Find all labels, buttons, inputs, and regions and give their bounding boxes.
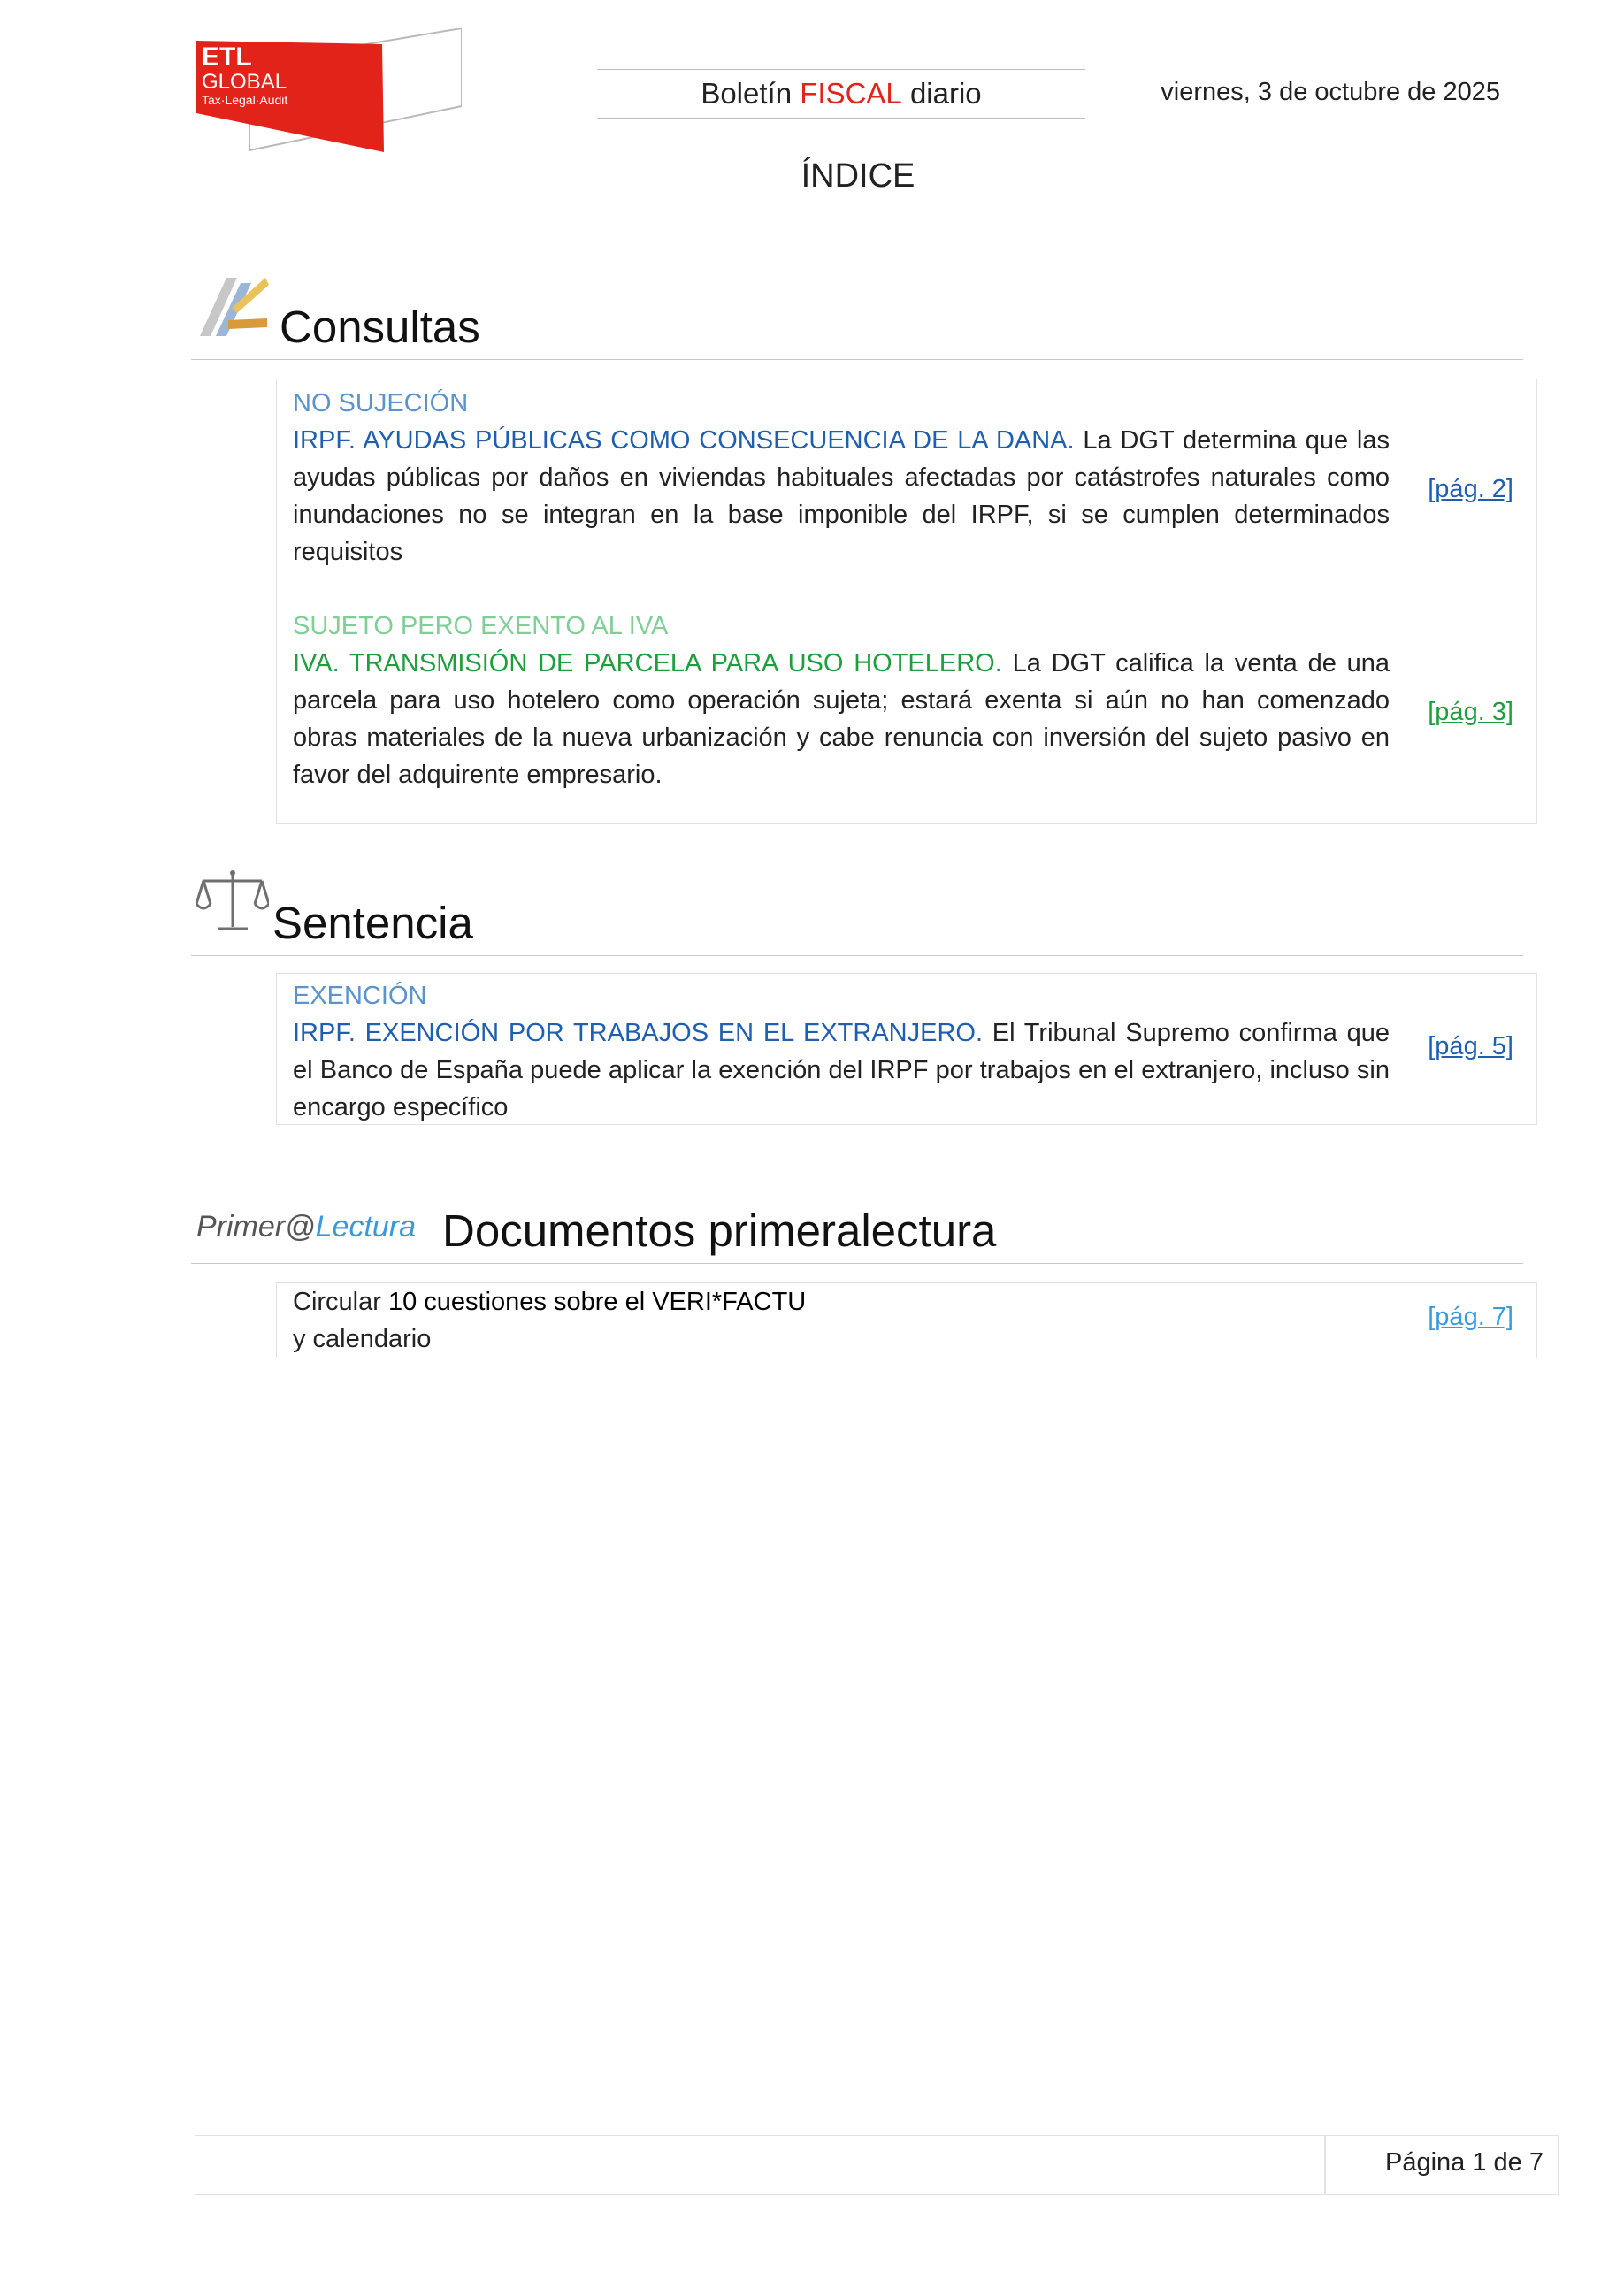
list-item (293, 385, 1390, 570)
doc-suffix: y calendario (293, 1325, 432, 1353)
doc-prefix: Circular (293, 1288, 388, 1316)
footer-divider (1324, 2136, 1326, 2194)
section-title-consultas: Consultas (280, 302, 480, 352)
logo-line1: ETL (202, 42, 252, 72)
entry-body: La DGT califica la venta de una parcela para uso hotelero como operación sujeta; estará exenta si aún no han comenzado obras materiales de la nueva urbanización y cabe renuncia con inversión del sujeto pasivo en favor del adquirente empresario. (293, 649, 1390, 789)
section-rule-documentos (191, 1263, 1523, 1264)
page-link-2[interactable]: [pág. 2] (1428, 475, 1513, 503)
documentos-box (276, 1282, 1537, 1358)
entry-headline: IRPF. EXENCIÓN POR TRABAJOS EN EL EXTRANJERO. (293, 1019, 984, 1047)
index-title: ÍNDICE (801, 157, 915, 195)
primeralectura-logo (196, 1210, 416, 1244)
page-link-5[interactable]: [pág. 5] (1428, 1032, 1513, 1060)
logo-lectura: Lectura (315, 1210, 417, 1244)
list-item (293, 608, 1390, 793)
list-item (293, 1283, 1390, 1358)
bulletin-title-prefix: Boletín (701, 77, 801, 110)
entry-body: El Tribunal Supremo confirma que el Banco de España puede aplicar la exención del IRPF por trabajos en el extranjero, incluso sin encargo específico (293, 1019, 1390, 1121)
entry-body: La DGT determina que las ayudas públicas por daños en viviendas habituales afectadas por catástrofes naturales como inundaciones no se integran en la base imponible del IRPF, si se cumplen determinados requisitos (293, 426, 1390, 566)
section-title-documentos: Documentos primeralectura (442, 1205, 997, 1256)
bulletin-title-fiscal: FISCAL (800, 77, 902, 110)
agencia-tributaria-logo-icon (196, 274, 269, 338)
scales-of-justice-icon (196, 869, 269, 936)
page-number: Página 1 de 7 (1385, 2148, 1544, 2177)
entry-category: NO SUJECIÓN (293, 389, 469, 417)
entry-headline: IRPF. AYUDAS PÚBLICAS COMO CONSECUENCIA DE LA DANA. (293, 426, 1075, 455)
entry-category: EXENCIÓN (293, 982, 427, 1010)
bulletin-title (597, 69, 1085, 119)
logo-line3: Tax·Legal·Audit (202, 93, 288, 107)
sentencia-box (276, 973, 1537, 1125)
page-link-7[interactable]: [pág. 7] (1428, 1303, 1513, 1331)
bulletin-title-suffix: diario (901, 77, 982, 110)
entry-headline: IVA. TRANSMISIÓN DE PARCELA PARA USO HOTELERO. (293, 649, 1002, 677)
section-rule-consultas (191, 359, 1523, 360)
bulletin-date: viernes, 3 de octubre de 2025 (1161, 78, 1500, 106)
logo-line2: GLOBAL (202, 70, 287, 94)
etl-global-logo (196, 28, 462, 152)
list-item (293, 977, 1390, 1126)
entry-category: SUJETO PERO EXENTO AL IVA (293, 612, 669, 640)
footer (195, 2135, 1559, 2195)
doc-title: 10 cuestiones sobre el VERI*FACTU (387, 1288, 807, 1316)
consultas-box (276, 379, 1537, 824)
section-rule-sentencia (191, 955, 1523, 956)
section-title-sentencia: Sentencia (272, 898, 473, 948)
page-link-3[interactable]: [pág. 3] (1428, 698, 1513, 726)
logo-primer: Primer@ (196, 1210, 316, 1244)
